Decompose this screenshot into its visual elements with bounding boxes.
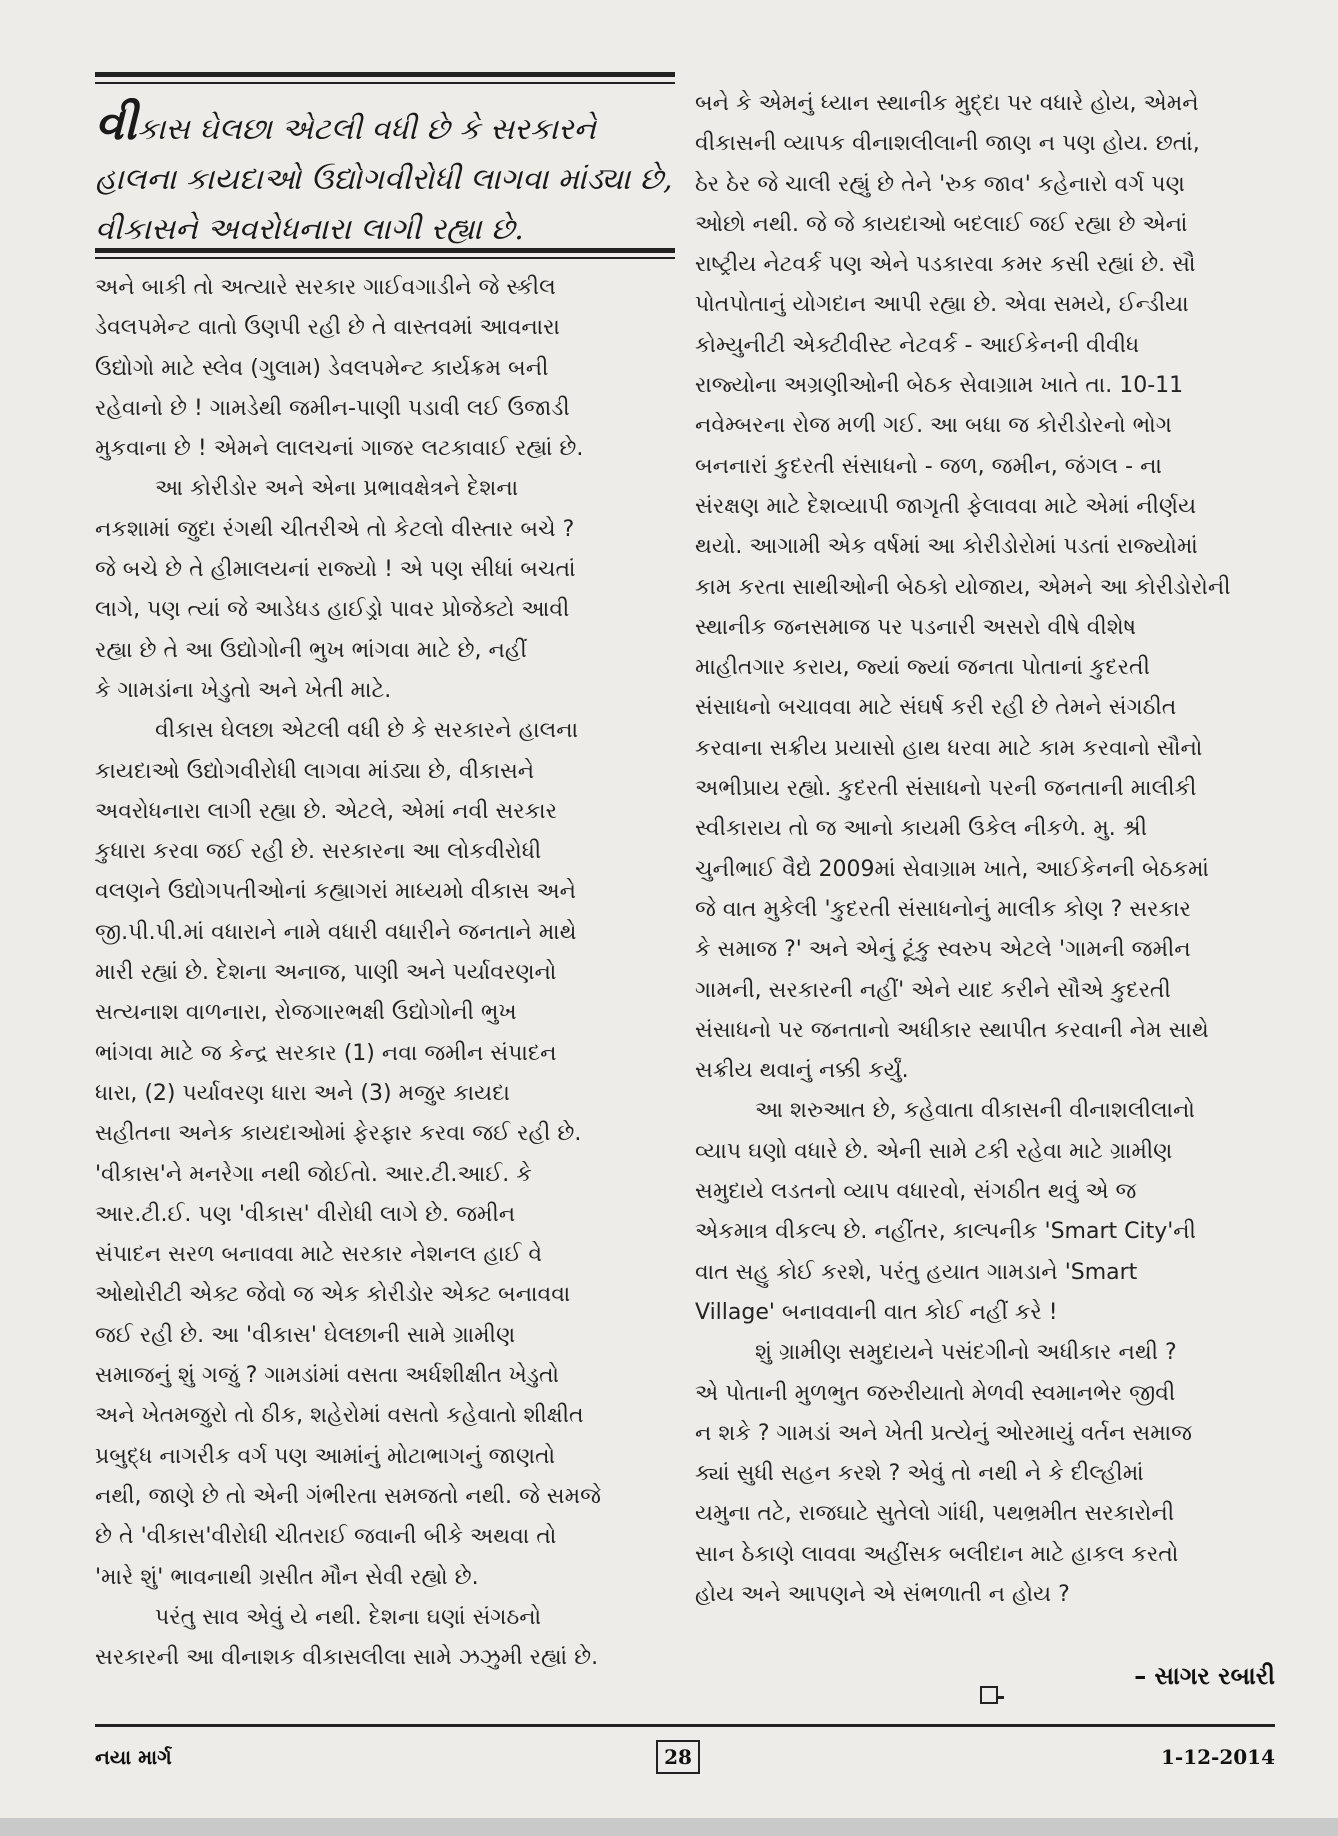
right-column-text-line: સમુદાયે લડતનો વ્યાપ વધારવો, સંગઠીત થવું એ જ xyxy=(695,1179,1137,1205)
left-column-paragraph xyxy=(95,1598,675,1679)
right-column-text-line: એ પોતાની મુળભુત જરુરીયાતો મેળવી સ્વમાનભેર જીવી xyxy=(695,1380,1176,1406)
pull-quote-rule-top-thin xyxy=(95,82,675,84)
left-column-paragraph xyxy=(95,469,675,711)
right-column-text-line: યમુના તટે, રાજઘાટે સુતેલો ગાંધી, પથભ્રમીત સરકારોની xyxy=(695,1501,1175,1527)
left-column-text-line: પરંતુ સાવ એવું યે નથી. દેશના ઘણાં સંગઠનો xyxy=(155,1604,542,1630)
article-left-column xyxy=(95,268,675,1678)
left-column-text-line: ડેવલપમેન્ટ વાતો ઉણપી રહી છે તે વાસ્તવમાં આવનારા xyxy=(95,315,560,341)
left-column-text-line: જઈ રહી છે. આ 'વીકાસ' ઘેલછાની સામે ગ્રામીણ xyxy=(95,1322,516,1348)
pull-quote-rule-bottom xyxy=(95,248,675,253)
left-column-text-line: રહેવાનો છે ! ગામડેથી જમીન-પાણી પડાવી લઈ ઉજાડી xyxy=(95,395,570,421)
left-column-text-line: અને બાકી તો અત્યારે સરકાર ગાઈવગાડીને જે સ્કીલ xyxy=(95,275,556,300)
left-column-text-line: સમાજનું શું ગજું ? ગામડાંમાં વસતા અર્ધશીક્ષીત ખેડુતો xyxy=(95,1363,560,1389)
right-column-paragraph xyxy=(695,1091,1275,1333)
left-column-text-line: ઓથોરીટી એક્ટ જેવો જ એક કોરીડોર એક્ટ બનાવવા xyxy=(95,1282,571,1308)
author-signature: – સાગર રબારી xyxy=(1134,1662,1275,1690)
article-right-column xyxy=(695,84,1275,1615)
left-column-text-line: નકશામાં જુદા રંગથી ચીતરીએ તો કેટલો વીસ્તાર બચે ? xyxy=(95,516,575,542)
right-column-text-line: સંસાધનો પર જનતાનો અધીકાર સ્થાપીત કરવાની નેમ સાથે xyxy=(695,1017,1209,1043)
right-column-text-line: ન શકે ? ગામડાં અને ખેતી પ્રત્યેનું ઓરમાયું વર્તન સમાજ xyxy=(695,1420,1192,1446)
right-column-text-line: કરવાના સક્રીય પ્રયાસો હાથ ધરવા માટે કામ કરવાનો સૌનો xyxy=(695,735,1203,761)
right-column-paragraph xyxy=(695,1333,1275,1615)
left-column-text-line: આ કોરીડોર અને એના પ્રભાવક્ષેત્રને દેશના xyxy=(155,476,519,502)
right-column-text-line: કે સમાજ ?' અને એનું ટૂંકુ સ્વરુપ એટલે 'ગામની જમીન xyxy=(695,937,1191,963)
left-column-text-line: સંપાદન સરળ બનાવવા માટે સરકાર નેશનલ હાઈ વે xyxy=(95,1242,543,1268)
left-column-text-line: છે તે 'વીકાસ'વીરોધી ચીતરાઈ જવાની બીકે અથવા તો xyxy=(95,1524,557,1550)
right-column-text-line: Village' બનાવવાની વાત કોઈ નહીં કરે ! xyxy=(695,1299,1058,1325)
right-column-text-line: બનનારાં કુદરતી સંસાધનો - જળ, જમીન, જંગલ - ના xyxy=(695,453,1162,479)
left-column-text-line: કે ગામડાંના ખેડુતો અને ખેતી માટે. xyxy=(95,677,392,703)
left-column-text-line: સરકારની આ વીનાશક વીકાસલીલા સામે ઝઝુમી રહ્યાં છે. xyxy=(95,1645,599,1671)
right-column-text-line: ઠેર ઠેર જે ચાલી રહ્યું છે તેને 'રુક જાવ' કહેનારો વર્ગ પણ xyxy=(695,171,1185,197)
left-column-text-line: નથી, જાણે છે તો એની ગંભીરતા સમજતો નથી. જે સમજે xyxy=(95,1483,601,1509)
right-column-text-line: વીકાસની વ્યાપક વીનાશલીલાની જાણ ન પણ હોય. છતાં, xyxy=(695,131,1200,157)
right-column-text-line: સાન ઠેકાણે લાવવા અહીંસક બલીદાન માટે હાકલ કરતો xyxy=(695,1541,1179,1567)
end-of-article-icon xyxy=(980,1686,998,1704)
left-column-text-line: અવરોધનારા લાગી રહ્યા છે. એટલે, એમાં નવી સરકાર xyxy=(95,798,557,824)
right-column-text-line: વ્યાપ ઘણો વધારે છે. એની સામે ટકી રહેવા માટે ગ્રામીણ xyxy=(695,1138,1173,1164)
left-column-text-line: ધારા, (2) પર્યાવરણ ધારા અને (3) મજુર કાયદા xyxy=(95,1080,510,1106)
right-column-text-line: કોમ્યુનીટી એક્ટીવીસ્ટ નેટવર્ક - આઈકેનની વીવીધ xyxy=(695,332,1140,358)
right-column-text-line: અભીપ્રાય રહ્યો. કુદરતી સંસાધનો પરની જનતાની માલીકી xyxy=(695,776,1197,802)
right-column-text-line: રાષ્ટ્રીય નેટવર્ક પણ એને પડકારવા કમર કસી રહ્યાં છે. સૌ xyxy=(695,252,1196,278)
left-column-text-line: ભાંગવા માટે જ કેન્દ્ર સરકાર (1) નવા જમીન સંપાદન xyxy=(95,1040,557,1066)
left-column-text-line: કાયદાઓ ઉદ્યોગવીરોધી લાગવા માંડ્યા છે, વીકાસને xyxy=(95,758,535,784)
right-column-text-line: બને કે એમનું ધ્યાન સ્થાનીક મુદ્દા પર વધારે હોય, એમને xyxy=(695,91,1199,116)
footer-page-number: 28 xyxy=(656,1740,700,1774)
left-column-text-line: વીકાસ ઘેલછા એટલી વધી છે કે સરકારને હાલના xyxy=(155,718,579,744)
right-column-text-line: હોય અને આપણને એ સંભળાતી ન હોય ? xyxy=(695,1581,1070,1607)
right-column-text-line: ગામની, સરકારની નહીં' એને યાદ કરીને સૌએ કુદરતી xyxy=(695,977,1171,1003)
footer-rule xyxy=(95,1724,1275,1727)
right-column-text-line: ક્યાં સુધી સહન કરશે ? એવું તો નથી ને કે દીલ્હીમાં xyxy=(695,1461,1144,1487)
right-column-text-line: રાજ્યોના અગ્રણીઓની બેઠક સેવાગ્રામ ખાતે તા. 10-11 xyxy=(695,373,1184,399)
left-column-text-line: વલણને ઉદ્યોગપતીઓનાં કહ્યાગરાં માધ્યમો વીકાસ અને xyxy=(95,879,577,905)
right-column-text-line: થયો. આગામી એક વર્ષમાં આ કોરીડોરોમાં પડતાં રાજ્યોમાં xyxy=(695,534,1198,560)
left-column-text-line: લાગે, પણ ત્યાં જે આડેધડ હાઈડ્રો પાવર પ્રોજેક્ટો આવી xyxy=(95,597,570,623)
left-column-text-line: જી.પી.પી.માં વધારાને નામે વધારી વધારીને જનતાને માથે xyxy=(95,919,577,945)
right-column-text-line: પોતપોતાનું યોગદાન આપી રહ્યા છે. એવા સમયે, ઈન્ડીયા xyxy=(695,292,1189,318)
left-column-text-line: ઉદ્યોગો માટે સ્લેવ (ગુલામ) ડેવલપમેન્ટ કાર્યક્રમ બની xyxy=(95,355,549,381)
right-column-text-line: શું ગ્રામીણ સમુદાયને પસંદગીનો અધીકાર નથી ? xyxy=(755,1340,1177,1366)
right-column-text-line: સ્વીકારાય તો જ આનો કાયમી ઉકેલ નીકળે. મુ. શ્રી xyxy=(695,816,1147,842)
footer-date: 1-12-2014 xyxy=(1160,1745,1275,1769)
right-column-text-line: માહીતગાર કરાય, જ્યાં જ્યાં જનતા પોતાનાં કુદરતી xyxy=(695,655,1150,681)
right-column-text-line: ચુનીભાઈ વૈદ્યે 2009માં સેવાગ્રામ ખાતે, આઈકેનની બેઠકમાં xyxy=(695,856,1209,882)
pull-quote-line-1-text: કાસ ઘેલછા એટલી વધી છે કે સરકારને xyxy=(136,112,596,147)
left-column-text-line: જે બચે છે તે હીમાલયનાં રાજ્યો ! એ પણ સીધાં બચતાં xyxy=(95,557,576,583)
right-column-text-line: વાત સહુ કોઈ કરશે, પરંતુ હયાત ગામડાને 'Smart xyxy=(695,1259,1138,1285)
end-of-article-icon-tail xyxy=(996,1696,1004,1699)
left-column-text-line: સત્યનાશ વાળનારા, રોજગારભક્ષી ઉદ્યોગોની ભુખ xyxy=(95,1000,517,1026)
right-column-paragraph xyxy=(695,84,1275,1091)
right-column-text-line: આ શરુઆત છે, કહેવાતા વીકાસની વીનાશલીલાનો xyxy=(755,1098,1195,1124)
left-column-text-line: કુધારા કરવા જઈ રહી છે. સરકારના આ લોકવીરોધી xyxy=(95,839,542,865)
left-column-text-line: સહીતના અનેક કાયદાઓમાં ફેરફાર કરવા જઈ રહી છે. xyxy=(95,1121,582,1147)
left-column-text-line: મારી રહ્યાં છે. દેશના અનાજ, પાણી અને પર્યાવરણનો xyxy=(95,960,557,986)
pull-quote-rule-top xyxy=(95,72,675,77)
footer-magazine-name: નયા માર્ગ xyxy=(95,1745,172,1769)
pull-quote-line-1 xyxy=(95,98,675,155)
pull-quote-text xyxy=(95,98,675,255)
right-column-text-line: સક્રીય થવાનું નક્કી કર્યું. xyxy=(695,1058,909,1084)
right-column-text-line: એકમાત્ર વીકલ્પ છે. નહીંતર, કાલ્પનીક 'Smart City'ની xyxy=(695,1219,1196,1245)
pull-quote xyxy=(95,72,675,262)
right-column-text-line: કામ કરતા સાથીઓની બેઠકો યોજાય, એમને આ કોરીડોરોની xyxy=(695,574,1231,600)
left-column-text-line: આર.ટી.ઈ. પણ 'વીકાસ' વીરોધી લાગે છે. જમીન xyxy=(95,1201,516,1227)
right-column-text-line: સ્થાનીક જનસમાજ પર પડનારી અસરો વીષે વીશેષ xyxy=(695,614,1136,640)
scan-bottom-band xyxy=(0,1818,1338,1836)
left-column-text-line: મુકવાના છે ! એમને લાલચનાં ગાજર લટકાવાઈ રહ્યાં છે. xyxy=(95,436,584,462)
left-column-text-line: અને ખેતમજુરો તો ઠીક, શહેરોમાં વસતો કહેવાતો શીક્ષીત xyxy=(95,1403,584,1429)
pull-quote-line-3: વીકાસને અવરોધનારા લાગી રહ્યા છે. xyxy=(95,212,524,247)
right-column-text-line: જે વાત મુકેલી 'કુદરતી સંસાધનોનું માલીક કોણ ? સરકાર xyxy=(695,896,1191,922)
right-column-text-line: સંસાધનો બચાવવા માટે સંઘર્ષ કરી રહી છે તેમને સંગઠીત xyxy=(695,695,1177,721)
left-column-text-line: 'મારે શું' ભાવનાથી ગ્રસીત મૌન સેવી રહ્યો છે. xyxy=(95,1564,479,1590)
right-column-text-line: સંરક્ષણ માટે દેશવ્યાપી જાગૃતી ફેલાવવા માટે એમાં નીર્ણય xyxy=(695,493,1197,519)
pull-quote-dropcap: વી xyxy=(95,98,137,150)
pull-quote-rule-bottom-thin xyxy=(95,257,675,259)
left-column-text-line: રહ્યા છે તે આ ઉદ્યોગોની ભુખ ભાંગવા માટે છે, નહીં xyxy=(95,637,527,663)
left-column-text-line: પ્રબુદ્ધ નાગરીક વર્ગ પણ આમાંનું મોટાભાગનું જાણતો xyxy=(95,1443,556,1469)
left-column-text-line: 'વીકાસ'ને મનરેગા નથી જોઈતો. આર.ટી.આઈ. કે xyxy=(95,1161,532,1187)
right-column-text-line: ઓછો નથી. જે જે કાયદાઓ બદલાઈ જઈ રહ્યા છે એનાં xyxy=(695,211,1188,237)
left-column-paragraph xyxy=(95,268,675,469)
pull-quote-line-2: હાલના કાયદાઓ ઉદ્યોગવીરોધી લાગવા માંડ્યા છે, xyxy=(95,162,673,197)
right-column-text-line: નવેમ્બરના રોજ મળી ગઈ. આ બધા જ કોરીડોરનો ભોગ xyxy=(695,413,1172,439)
left-column-paragraph xyxy=(95,711,675,1598)
